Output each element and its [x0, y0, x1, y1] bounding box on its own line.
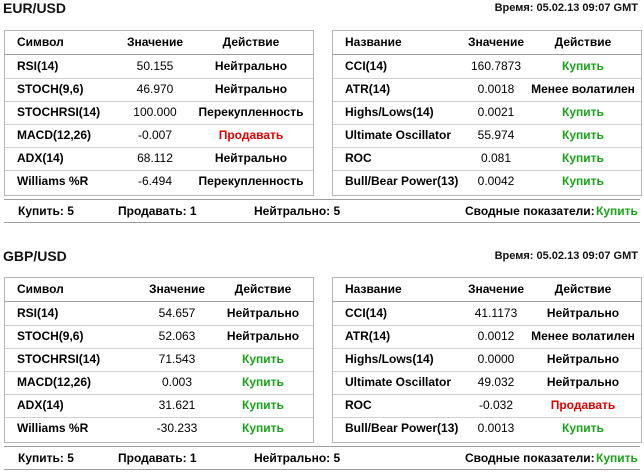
indicator-action: Продавать [550, 398, 616, 412]
indicator-action: Купить [562, 421, 604, 435]
indicator-value: 52.063 [158, 329, 196, 343]
indicators-table-right [332, 277, 642, 443]
indicator-name: Ultimate Oscillator [345, 128, 452, 142]
table-row [333, 78, 641, 102]
indicator-name: CCI(14) [345, 59, 388, 73]
col-header-action: Действие [554, 35, 612, 49]
indicator-value: 71.543 [158, 352, 196, 366]
table-row [5, 170, 313, 193]
update-time: Время: 05.02.13 09:07 GMT [494, 250, 638, 262]
summary-sell-count: Продавать: 1 [118, 204, 197, 218]
table-row [5, 371, 313, 395]
table-header [333, 31, 641, 55]
indicator-value: 0.0021 [477, 105, 515, 119]
table-row [5, 325, 313, 349]
indicators-table-right [332, 30, 642, 196]
table-header [333, 278, 641, 302]
col-header-action: Действие [554, 282, 612, 296]
col-header-name: Название [345, 282, 402, 296]
indicator-name: STOCH(9,6) [17, 82, 84, 96]
indicator-value: 100.000 [133, 105, 177, 119]
indicator-name: CCI(14) [345, 306, 388, 320]
indicator-action: Менее волатилен [531, 329, 635, 343]
indicator-name: Bull/Bear Power(13) [345, 174, 459, 188]
pair-block-gbpusd [0, 248, 644, 473]
indicator-action: Нейтрально [226, 329, 300, 343]
indicator-value: 160.7873 [470, 59, 522, 73]
col-header-value: Значение [148, 282, 206, 296]
table-header [5, 278, 313, 302]
indicator-name: ADX(14) [17, 151, 64, 165]
table-row [333, 147, 641, 171]
table-row [5, 55, 313, 79]
indicator-value: 55.974 [477, 128, 515, 142]
indicator-action: Купить [562, 59, 604, 73]
table-row [333, 348, 641, 372]
pair-title: EUR/USD [3, 0, 67, 16]
indicator-value: 41.1173 [474, 306, 518, 320]
indicator-value: 0.0012 [477, 329, 515, 343]
summary-neutral-count: Нейтрально: 5 [254, 451, 341, 465]
indicator-value: 0.003 [161, 375, 193, 389]
table-row [333, 55, 641, 79]
indicator-action: Продавать [218, 128, 284, 142]
indicator-name: MACD(12,26) [17, 375, 92, 389]
indicator-name: Highs/Lows(14) [345, 352, 434, 366]
indicator-action: Менее волатилен [531, 82, 635, 96]
indicator-action: Купить [242, 421, 284, 435]
summary-buy-count: Купить: 5 [18, 204, 74, 218]
indicator-action: Купить [242, 352, 284, 366]
indicators-table-left [4, 30, 314, 196]
col-header-value: Значение [467, 282, 525, 296]
col-header-action: Действие [234, 282, 292, 296]
indicator-value: 0.081 [480, 151, 512, 165]
indicator-name: ROC [345, 398, 372, 412]
indicator-name: STOCHRSI(14) [17, 352, 101, 366]
table-row [5, 417, 313, 440]
indicator-name: Ultimate Oscillator [345, 375, 452, 389]
indicator-name: Bull/Bear Power(13) [345, 421, 459, 435]
table-row [5, 394, 313, 418]
table-row [333, 371, 641, 395]
indicator-name: STOCH(9,6) [17, 329, 84, 343]
summary-overall-label: Сводные показатели: [465, 451, 595, 465]
indicator-action: Перекупленность [198, 105, 304, 119]
indicator-value: 31.621 [158, 398, 196, 412]
table-row [333, 417, 641, 440]
indicator-value: 0.0013 [477, 421, 515, 435]
pair-block-eurusd [0, 0, 644, 225]
summary-bar [4, 199, 640, 223]
summary-neutral-count: Нейтрально: 5 [254, 204, 341, 218]
indicator-action: Нейтрально [546, 375, 620, 389]
table-row [5, 147, 313, 171]
table-row [5, 348, 313, 372]
indicator-value: 50.155 [136, 59, 174, 73]
indicator-action: Купить [242, 375, 284, 389]
indicator-name: RSI(14) [17, 306, 59, 320]
indicator-name: Highs/Lows(14) [345, 105, 434, 119]
indicator-value: 54.657 [158, 306, 196, 320]
summary-overall-value: Купить [596, 451, 638, 465]
indicator-action: Нейтрально [546, 352, 620, 366]
indicator-name: ROC [345, 151, 372, 165]
pair-title: GBP/USD [3, 248, 67, 264]
indicator-action: Нейтрально [226, 306, 300, 320]
update-time: Время: 05.02.13 09:07 GMT [494, 2, 638, 14]
table-row [5, 78, 313, 102]
indicator-value: 68.112 [137, 151, 173, 165]
indicator-value: -0.032 [478, 398, 514, 412]
indicator-value: -30.233 [156, 421, 198, 435]
table-row [5, 124, 313, 148]
col-header-value: Значение [467, 35, 525, 49]
col-header-symbol: Символ [17, 35, 64, 49]
indicator-name: MACD(12,26) [17, 128, 92, 142]
col-header-symbol: Символ [17, 282, 64, 296]
indicator-action: Нейтрально [214, 151, 288, 165]
indicator-name: Williams %R [17, 421, 89, 435]
table-row [333, 394, 641, 418]
summary-overall-value: Купить [596, 204, 638, 218]
indicator-name: ATR(14) [345, 329, 391, 343]
indicator-value: -0.007 [137, 128, 173, 142]
summary-bar [4, 446, 640, 470]
indicator-action: Нейтрально [214, 59, 288, 73]
indicator-action: Нейтрально [214, 82, 288, 96]
indicator-action: Перекупленность [198, 174, 304, 188]
indicator-value: 49.032 [477, 375, 515, 389]
indicator-value: 0.0018 [477, 82, 515, 96]
indicator-name: ATR(14) [345, 82, 391, 96]
col-header-action: Действие [222, 35, 280, 49]
summary-buy-count: Купить: 5 [18, 451, 74, 465]
indicator-value: 0.0000 [477, 352, 515, 366]
indicator-action: Купить [562, 174, 604, 188]
table-row [5, 101, 313, 125]
indicator-action: Нейтрально [546, 306, 620, 320]
table-row [333, 325, 641, 349]
indicators-table-left [4, 277, 314, 443]
indicator-value: 0.0042 [477, 174, 515, 188]
table-row [333, 302, 641, 326]
col-header-value: Значение [126, 35, 184, 49]
indicator-name: RSI(14) [17, 59, 59, 73]
indicator-value: -6.494 [137, 174, 173, 188]
summary-sell-count: Продавать: 1 [118, 451, 197, 465]
indicator-value: 46.970 [136, 82, 174, 96]
table-row [333, 101, 641, 125]
table-header [5, 31, 313, 55]
table-row [5, 302, 313, 326]
indicator-name: Williams %R [17, 174, 89, 188]
indicator-name: ADX(14) [17, 398, 64, 412]
summary-overall-label: Сводные показатели: [465, 204, 595, 218]
table-row [333, 124, 641, 148]
indicator-action: Купить [562, 128, 604, 142]
indicator-action: Купить [242, 398, 284, 412]
indicator-action: Купить [562, 105, 604, 119]
table-row [333, 170, 641, 193]
indicator-action: Купить [562, 151, 604, 165]
col-header-name: Название [345, 35, 402, 49]
indicator-name: STOCHRSI(14) [17, 105, 101, 119]
